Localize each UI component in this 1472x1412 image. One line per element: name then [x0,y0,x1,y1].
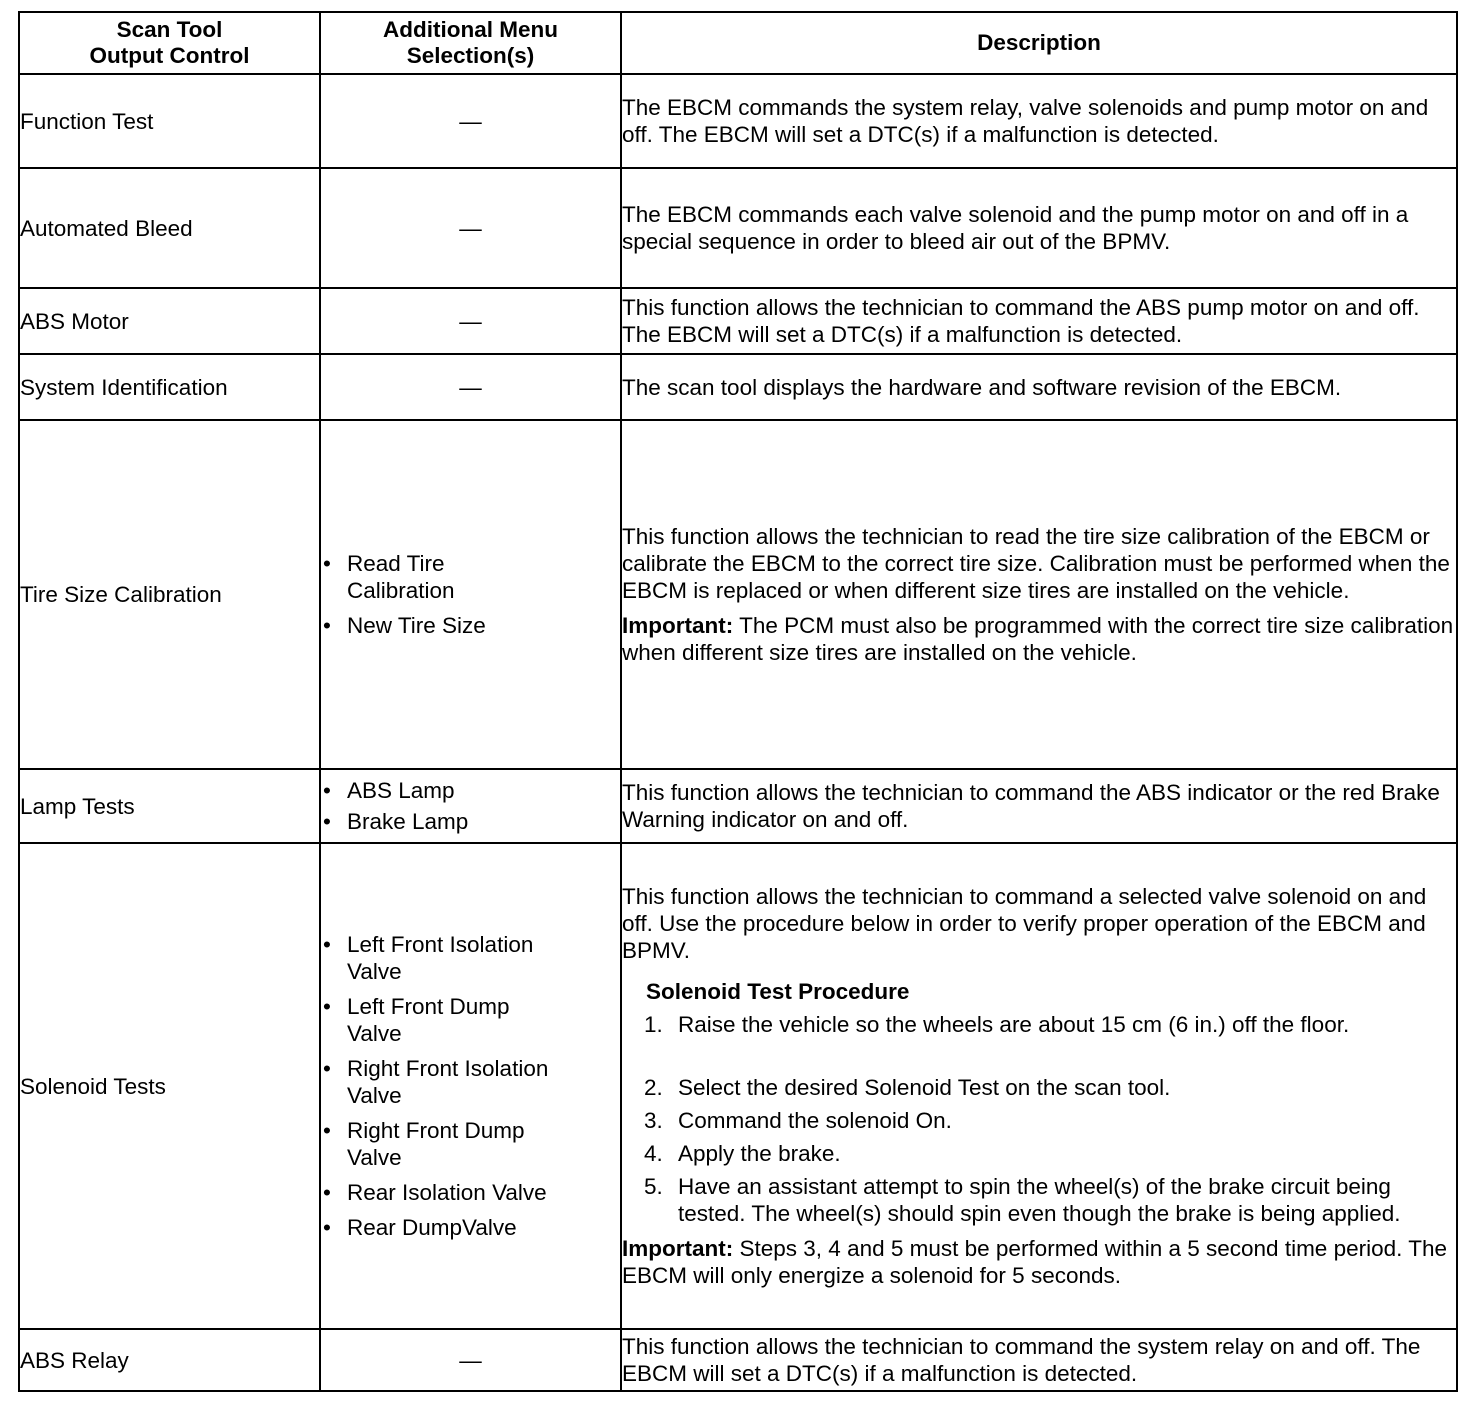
procedure-step [644,1011,1456,1038]
row-description [621,288,1457,354]
step-number: 3. [644,1108,663,1133]
header-col1-text: Scan Tool Output Control [89,17,250,68]
row-menu [320,168,621,288]
row-description [621,843,1457,1329]
row-menu-dash: — [459,215,482,241]
scan-tool-output-control-table [18,11,1458,1392]
table-row-function-test [19,74,1457,168]
row-control: System Identification [19,354,320,420]
row-menu [320,288,621,354]
row-description [621,1329,1457,1391]
step-number: 4. [644,1141,663,1166]
row-control: Tire Size Calibration [19,420,320,769]
description-text: This function allows the technician to command the ABS pump motor on and off. The EBCM will set a DTC(s) if a malfunction is detected. [622,295,1420,347]
important-label: Important: [622,1236,734,1261]
row-description [621,769,1457,843]
description-text: This function allows the technician to command a selected valve solenoid on and off. Use the procedure below in order to verify proper operation of the EBCM and BPMV. [622,884,1427,963]
important-text: Steps 3, 4 and 5 must be performed within a 5 second time period. The EBCM will only energize a solenoid for 5 seconds. [622,1236,1447,1288]
row-menu-dash: — [459,1347,482,1373]
list-item: • Right Front Isolation Valve [321,1055,620,1109]
row-menu [320,1329,621,1391]
step-text: Raise the vehicle so the wheels are about 15 cm (6 in.) off the floor. [678,1012,1350,1037]
step-number: 2. [644,1075,663,1100]
table-row-abs-motor [19,288,1457,354]
step-number: 5. [644,1174,663,1199]
row-menu [320,843,621,1329]
header-additional-menu-selections [320,12,621,74]
important-note [622,1235,1456,1289]
row-description [621,74,1457,168]
row-control: ABS Relay [19,1329,320,1391]
description-text: This function allows the technician to command the system relay on and off. The EBCM will set a DTC(s) if a malfunction is detected. [622,1334,1421,1386]
row-control: Function Test [19,74,320,168]
menu-selection-list [321,777,620,835]
step-text: Apply the brake. [678,1141,841,1166]
list-item: • Read Tire Calibration [321,550,620,604]
table-row-tire-size-calibration [19,420,1457,769]
header-description [621,12,1457,74]
row-control: Solenoid Tests [19,843,320,1329]
table-row-automated-bleed [19,168,1457,288]
menu-selection-list [321,550,620,639]
list-item: • Left Front Dump Valve [321,993,620,1047]
row-description [621,168,1457,288]
table-row-solenoid-tests [19,843,1457,1329]
list-item: • Right Front Dump Valve [321,1117,620,1171]
row-menu [320,74,621,168]
procedure-title: Solenoid Test Procedure [646,979,910,1004]
row-control: ABS Motor [19,288,320,354]
description-text: The EBCM commands each valve solenoid and the pump motor on and off in a special sequence in order to bleed air out of the BPMV. [622,202,1409,254]
list-item: • New Tire Size [321,612,620,639]
row-menu [320,354,621,420]
header-col3-text: Description [977,30,1101,55]
table-row-system-identification [19,354,1457,420]
header-col2-text: Additional Menu Selection(s) [383,17,558,68]
list-item: • Rear Isolation Valve [321,1179,620,1206]
list-item: • Rear DumpValve [321,1214,620,1241]
list-item: • ABS Lamp [321,777,620,804]
step-number: 1. [644,1012,663,1037]
row-control: Lamp Tests [19,769,320,843]
step-text: Have an assistant attempt to spin the wheel(s) of the brake circuit being tested. The wheel(s) should spin even though the brake is being applied. [678,1174,1401,1226]
list-item: • Left Front Isolation Valve [321,931,620,985]
header-row [19,12,1457,74]
procedure-steps [622,1011,1456,1227]
step-text: Command the solenoid On. [678,1108,952,1133]
description-text: The scan tool displays the hardware and software revision of the EBCM. [622,374,1342,400]
description-text: The EBCM commands the system relay, valve solenoids and pump motor on and off. The EBCM will set a DTC(s) if a malfunction is detected. [622,95,1429,147]
menu-selection-list [321,931,620,1241]
procedure-step [644,1074,1456,1101]
list-item: • Brake Lamp [321,808,620,835]
table-row-lamp-tests [19,769,1457,843]
procedure-step [644,1140,1456,1167]
row-description [621,354,1457,420]
description-text: This function allows the technician to command the ABS indicator or the red Brake Warning indicator on and off. [622,780,1440,832]
step-text: Select the desired Solenoid Test on the scan tool. [678,1075,1171,1100]
important-note [622,612,1456,666]
procedure-step [644,1173,1456,1227]
procedure-step [644,1107,1456,1134]
row-menu-dash: — [459,308,482,334]
important-label: Important: [622,613,734,638]
row-menu [320,769,621,843]
row-description [621,420,1457,769]
table-row-abs-relay [19,1329,1457,1391]
description-text: This function allows the technician to read the tire size calibration of the EBCM or calibrate the EBCM to the correct tire size. Calibration must be performed when the EBCM is replaced or when different size tires are installed on the vehicle. [622,524,1450,603]
row-menu-dash: — [459,108,482,134]
header-scan-tool-output-control [19,12,320,74]
row-menu-dash: — [459,374,482,400]
important-text: The PCM must also be programmed with the correct tire size calibration when different size tires are installed on the vehicle. [622,613,1454,665]
row-control: Automated Bleed [19,168,320,288]
row-menu [320,420,621,769]
